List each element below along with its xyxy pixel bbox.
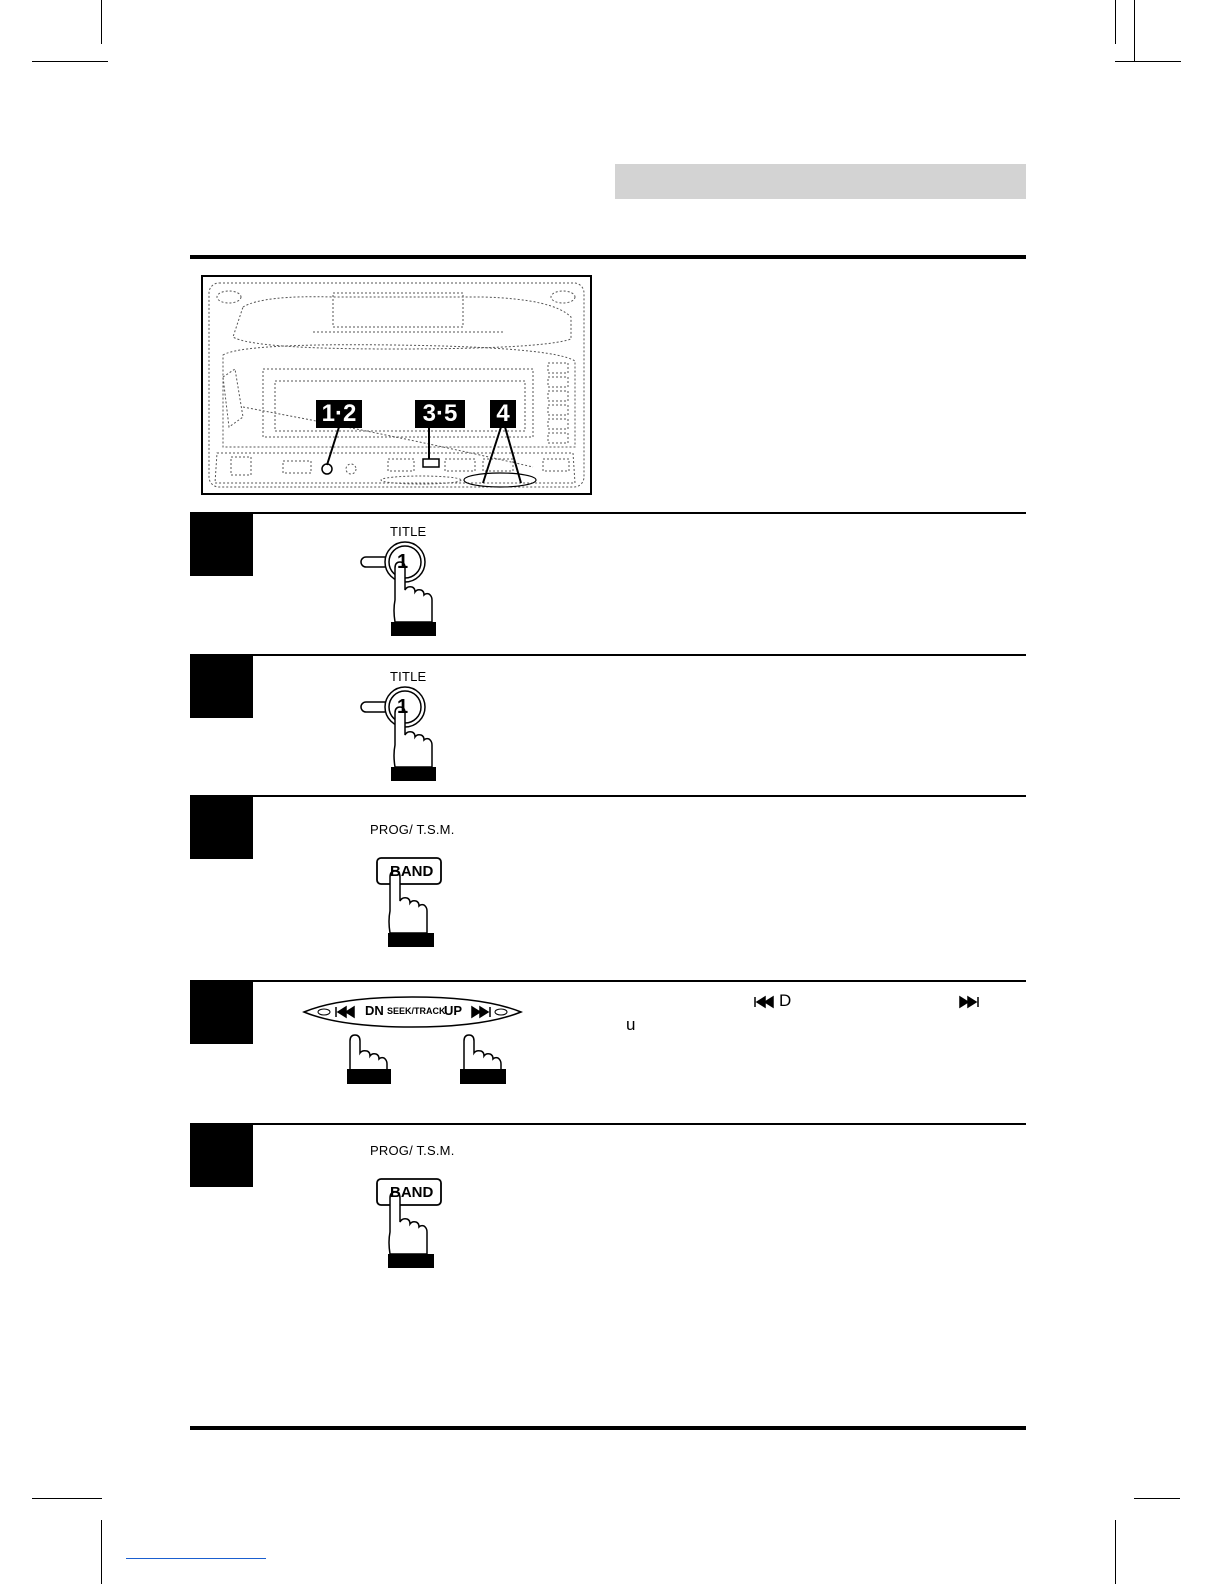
callout-3-5: 3·5 [415, 400, 465, 428]
step-4-marker [190, 981, 253, 1044]
crop-mark [1115, 0, 1116, 44]
step-5-button-caption: PROG/ T.S.M. [370, 1143, 455, 1158]
head-unit-diagram [201, 275, 592, 495]
seek-up-label: UP [444, 1003, 463, 1018]
crop-mark [101, 0, 102, 44]
step-4-rule [190, 980, 1026, 982]
crop-mark [1115, 1520, 1116, 1584]
step-1-button-caption: TITLE [390, 524, 427, 539]
step-3-button-caption: PROG/ T.S.M. [370, 822, 455, 837]
step-3-marker [190, 796, 253, 859]
step-1-marker [190, 513, 253, 576]
step-1-rule [190, 512, 1026, 514]
crop-mark [32, 61, 108, 62]
skip-forward-icon [959, 995, 981, 1009]
step-5-button-text: BAND [390, 1184, 434, 1201]
callout-1-2: 1·2 [316, 400, 362, 428]
crop-mark [101, 1520, 102, 1584]
seek-dn-label: DN [365, 1003, 384, 1018]
step-5-rule [190, 1123, 1026, 1125]
step-3-rule [190, 795, 1026, 797]
step-2-button-caption: TITLE [390, 669, 427, 684]
step-2-rule [190, 654, 1026, 656]
section-header-band [615, 164, 1026, 199]
step-2-button-text: 1 [397, 696, 409, 718]
callout-4: 4 [490, 400, 516, 428]
section-top-rule [190, 255, 1026, 259]
crop-mark [1134, 0, 1135, 62]
step-4-text-dn: D [779, 991, 792, 1010]
head-unit-illustration [203, 277, 590, 493]
step-5-marker [190, 1124, 253, 1187]
crop-mark [1115, 61, 1181, 62]
seek-track-label: SEEK/TRACK [387, 1006, 446, 1016]
step-2-marker [190, 655, 253, 718]
step-4-text-up: u [626, 1015, 636, 1034]
footer-link-underline [126, 1558, 266, 1559]
crop-mark [32, 1498, 102, 1499]
skip-back-icon [754, 995, 776, 1009]
crop-mark [1134, 1498, 1180, 1499]
step-3-button-text: BAND [390, 863, 434, 880]
step-1-button-text: 1 [397, 551, 409, 573]
section-bottom-rule [190, 1426, 1026, 1430]
